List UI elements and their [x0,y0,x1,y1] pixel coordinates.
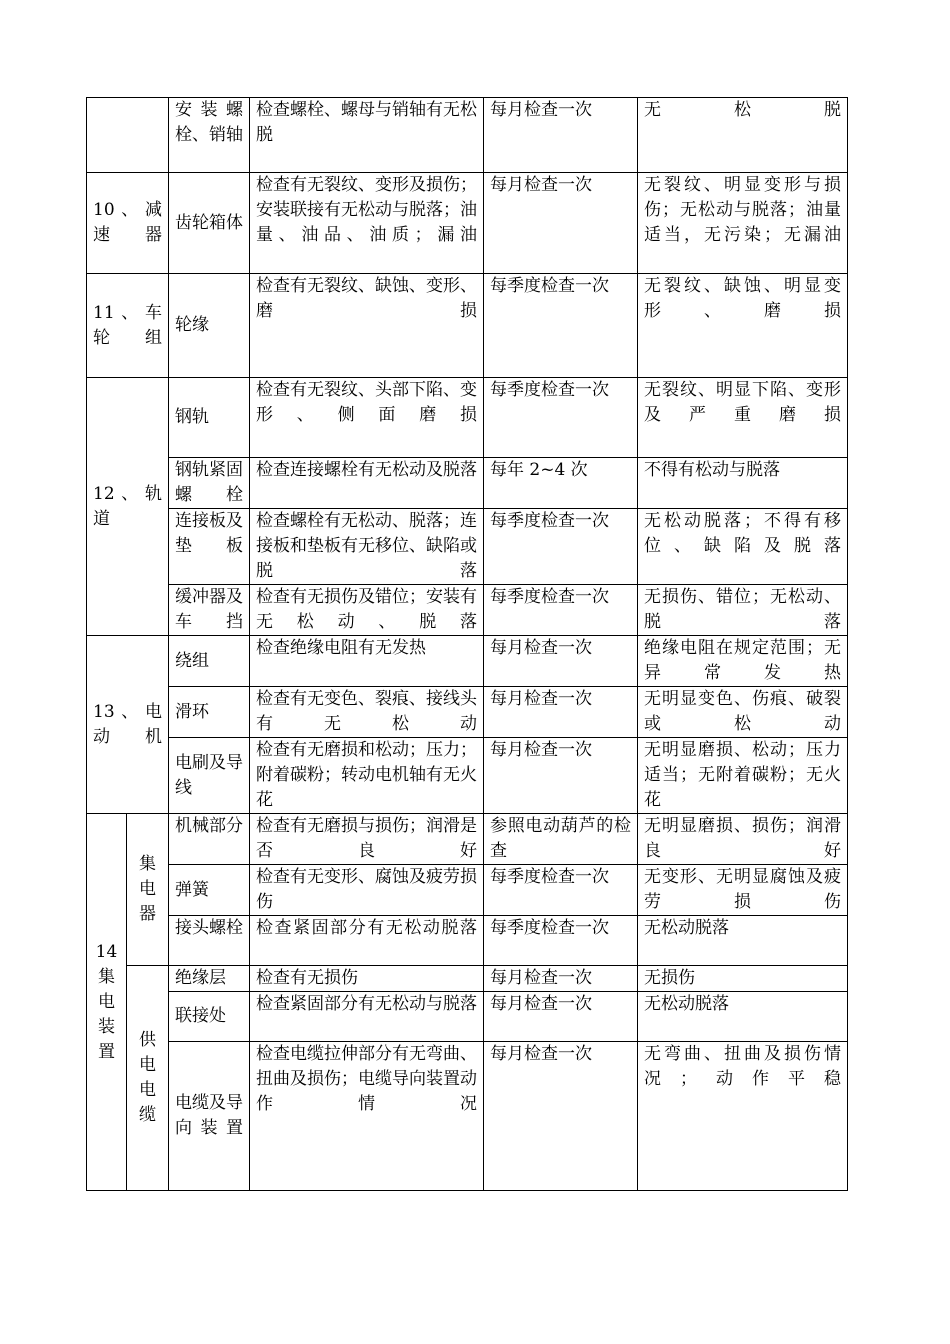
part-cell: 电刷及导线 [169,738,250,814]
category-cell: 11、车轮组 [87,274,169,378]
standard-cell: 无松动脱落 [638,992,848,1042]
cycle-cell: 每年 2~4 次 [484,458,638,509]
content-cell: 检查绝缘电阻有无发热 [250,636,484,687]
content-cell: 检查紧固部分有无松动与脱落 [250,992,484,1042]
cycle-cell: 每季度检查一次 [484,509,638,585]
standard-cell: 无弯曲、扭曲及损伤情况；动作平稳 [638,1042,848,1191]
content-cell: 检查有无磨损和松动；压力；附着碳粉；转动电机轴有无火花 [250,738,484,814]
cycle-cell: 每月检查一次 [484,636,638,687]
content-cell: 检查有无裂纹、缺蚀、变形、磨损 [250,274,484,378]
content-cell: 检查有无损伤 [250,966,484,992]
cycle-cell: 每月检查一次 [484,738,638,814]
cycle-cell: 每季度检查一次 [484,865,638,916]
table-row [87,585,848,636]
table-row [87,738,848,814]
part-cell: 连接板及垫板 [169,509,250,585]
part-cell: 弹簧 [169,865,250,916]
table-row [87,814,848,865]
standard-cell: 无明显变色、伤痕、破裂或松动 [638,687,848,738]
cycle-cell: 每月检查一次 [484,992,638,1042]
table-row [87,916,848,966]
part-cell: 滑环 [169,687,250,738]
standard-cell: 无裂纹、明显下陷、变形及严重磨损 [638,378,848,458]
standard-cell: 无明显磨损、损伤；润滑良好 [638,814,848,865]
table-row [87,509,848,585]
inspection-table [86,97,848,1191]
part-cell: 机械部分 [169,814,250,865]
standard-cell: 无损伤 [638,966,848,992]
standard-cell: 无裂纹、缺蚀、明显变形、磨损 [638,274,848,378]
category-cell: 14集电装置 [87,814,127,1191]
table-row [87,98,848,173]
standard-cell: 无损伤、错位；无松动、脱落 [638,585,848,636]
part-cell: 钢轨 [169,378,250,458]
table-row [87,274,848,378]
part-cell: 轮缘 [169,274,250,378]
cycle-cell: 参照电动葫芦的检查 [484,814,638,865]
part-cell: 绕组 [169,636,250,687]
standard-cell: 不得有松动与脱落 [638,458,848,509]
standard-cell: 无松动脱落 [638,916,848,966]
table-row [87,378,848,458]
content-cell: 检查有无损伤及错位；安装有无松动、脱落 [250,585,484,636]
category-cell: 13、电动机 [87,636,169,814]
content-cell: 检查有无裂纹、头部下陷、变形、侧面磨损 [250,378,484,458]
category-cell: 10、减速器 [87,173,169,274]
table-row [87,173,848,274]
content-cell: 检查螺栓有无松动、脱落；连接板和垫板有无移位、缺陷或脱落 [250,509,484,585]
content-cell: 检查有无变形、腐蚀及疲劳损伤 [250,865,484,916]
content-cell: 检查紧固部分有无松动脱落 [250,916,484,966]
cycle-cell: 每季度检查一次 [484,378,638,458]
part-cell: 绝缘层 [169,966,250,992]
content-cell: 检查电缆拉伸部分有无弯曲、扭曲及损伤；电缆导向装置动作情况 [250,1042,484,1191]
part-cell: 电缆及导向装置 [169,1042,250,1191]
subcategory-cell: 供电电缆 [127,966,169,1191]
content-cell: 检查螺栓、螺母与销轴有无松脱 [250,98,484,173]
category-cell [87,98,169,173]
category-cell: 12、轨道 [87,378,169,636]
content-cell: 检查有无变色、裂痕、接线头有无松动 [250,687,484,738]
table-row [87,865,848,916]
table-row [87,1042,848,1191]
standard-cell: 无变形、无明显腐蚀及疲劳损伤 [638,865,848,916]
part-cell: 联接处 [169,992,250,1042]
part-cell: 缓冲器及车挡 [169,585,250,636]
subcategory-cell: 集电器 [127,814,169,966]
content-cell: 检查连接螺栓有无松动及脱落 [250,458,484,509]
content-cell: 检查有无磨损与损伤；润滑是否良好 [250,814,484,865]
cycle-cell: 每季度检查一次 [484,274,638,378]
part-cell: 钢轨紧固螺栓 [169,458,250,509]
part-cell: 接头螺栓 [169,916,250,966]
table-row [87,966,848,992]
standard-cell: 绝缘电阻在规定范围；无异常发热 [638,636,848,687]
cycle-cell: 每月检查一次 [484,966,638,992]
cycle-cell: 每月检查一次 [484,687,638,738]
table-row [87,992,848,1042]
standard-cell: 无裂纹、明显变形与损伤；无松动与脱落；油量适当，无污染；无漏油 [638,173,848,274]
cycle-cell: 每月检查一次 [484,1042,638,1191]
cycle-cell: 每季度检查一次 [484,916,638,966]
cycle-cell: 每月检查一次 [484,173,638,274]
standard-cell: 无明显磨损、松动；压力适当；无附着碳粉；无火花 [638,738,848,814]
part-cell: 齿轮箱体 [169,173,250,274]
table-row [87,458,848,509]
table-row [87,687,848,738]
part-cell: 安装螺栓、销轴 [169,98,250,173]
cycle-cell: 每季度检查一次 [484,585,638,636]
table-row [87,636,848,687]
cycle-cell: 每月检查一次 [484,98,638,173]
standard-cell: 无松脱 [638,98,848,173]
standard-cell: 无松动脱落；不得有移位、缺陷及脱落 [638,509,848,585]
content-cell: 检查有无裂纹、变形及损伤；安装联接有无松动与脱落；油量、油品、油质；漏油 [250,173,484,274]
